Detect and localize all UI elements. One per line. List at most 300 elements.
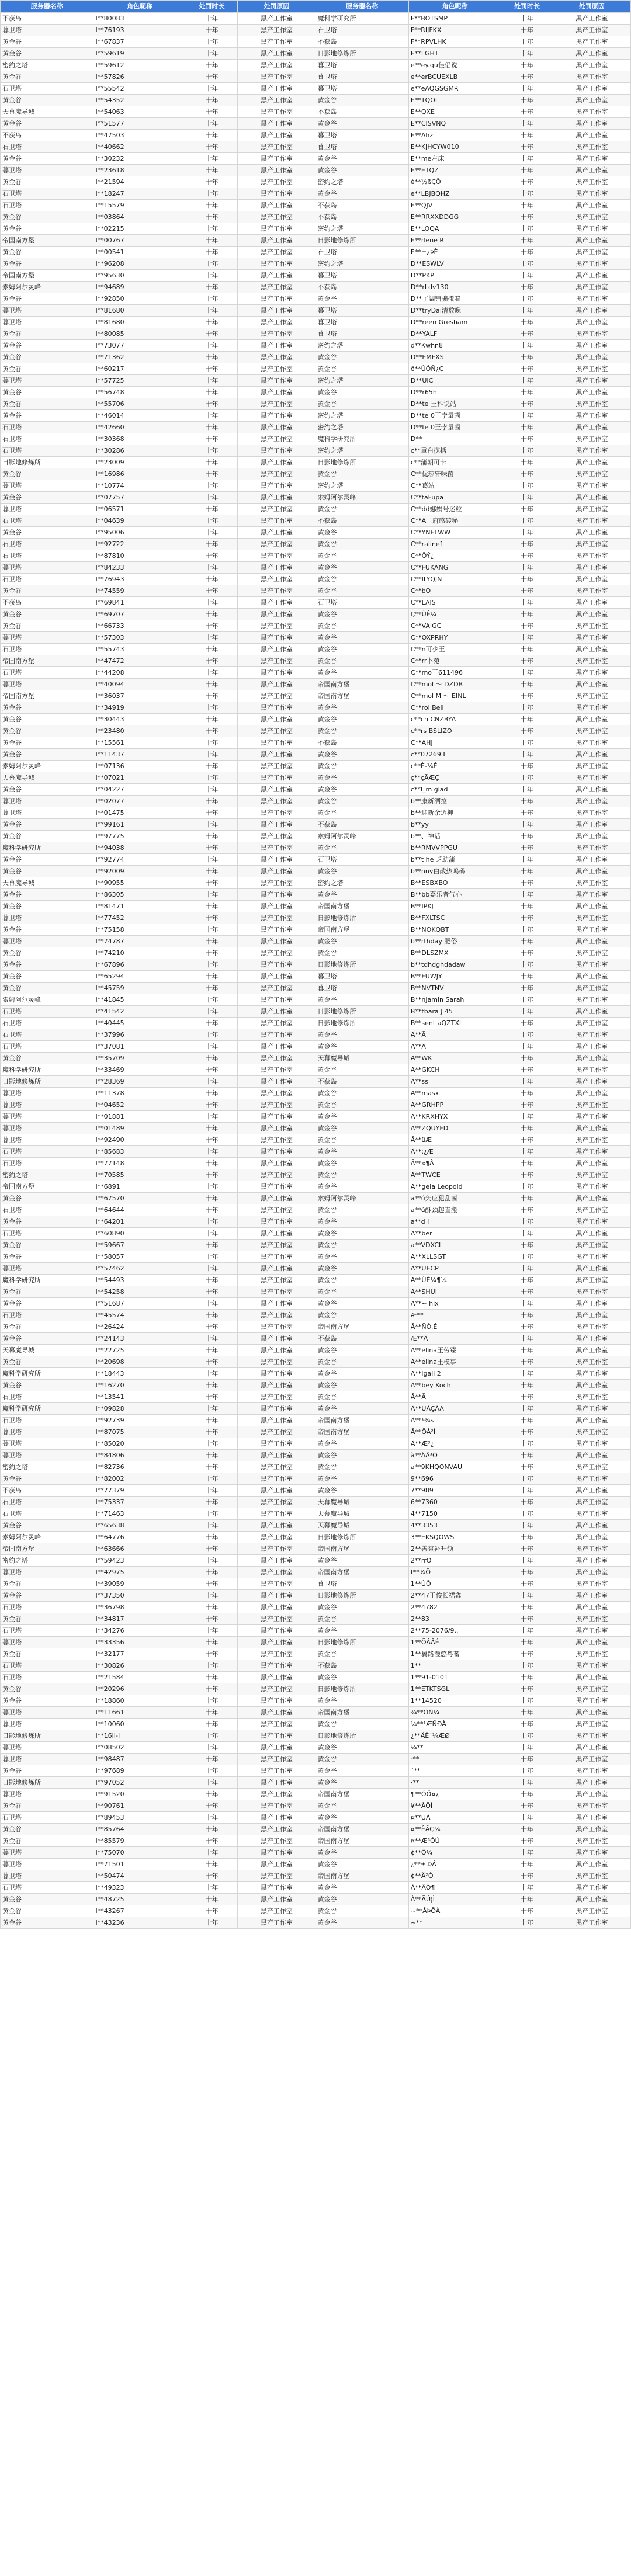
penalty-reason-cell: 黑产工作室 [238, 165, 316, 176]
penalty-reason-cell: 黑产工作室 [553, 1251, 630, 1263]
character-name-cell: I**81471 [93, 901, 186, 912]
penalty-reason-cell: 黑产工作室 [553, 375, 630, 387]
server-name-cell: 黄金谷 [1, 48, 93, 60]
server-name-cell: 石卫塔 [1, 1391, 93, 1403]
server-name-cell: 黄金谷 [316, 1263, 408, 1275]
penalty-duration-cell: 十年 [186, 1146, 238, 1158]
character-name-cell: I**21584 [93, 1672, 186, 1683]
character-name-cell: e**eAQGSGMR [408, 83, 501, 95]
server-name-cell: 黄金谷 [1, 1240, 93, 1251]
server-name-cell: 日影地修炼所 [1, 1777, 93, 1789]
penalty-duration-cell: 十年 [186, 1695, 238, 1707]
table-row [1, 1438, 631, 1450]
table-row [1, 176, 631, 188]
penalty-reason-cell: 黑产工作室 [553, 620, 630, 632]
penalty-duration-cell: 十年 [501, 819, 553, 831]
penalty-duration-cell: 十年 [501, 1450, 553, 1461]
penalty-duration-cell: 十年 [501, 1368, 553, 1380]
server-name-cell: 黄金谷 [316, 609, 408, 620]
penalty-duration-cell: 十年 [186, 1391, 238, 1403]
server-name-cell: 黄金谷 [316, 165, 408, 176]
penalty-duration-cell: 十年 [501, 749, 553, 761]
character-name-cell: I**34817 [93, 1613, 186, 1625]
penalty-duration-cell: 十年 [186, 761, 238, 772]
table-row [1, 714, 631, 725]
character-name-cell: I**22725 [93, 1345, 186, 1356]
server-name-cell: 石卫塔 [1, 445, 93, 457]
penalty-duration-cell: 十年 [186, 1018, 238, 1029]
penalty-reason-cell: 黑产工作室 [553, 1613, 630, 1625]
penalty-reason-cell: 黑产工作室 [553, 924, 630, 936]
server-name-cell: 黄金谷 [1, 1193, 93, 1204]
penalty-reason-cell: 黑产工作室 [553, 901, 630, 912]
table-row [1, 1800, 631, 1812]
penalty-reason-cell: 黑产工作室 [553, 1905, 630, 1917]
penalty-duration-cell: 十年 [501, 1193, 553, 1204]
penalty-reason-cell: 黑产工作室 [553, 1076, 630, 1088]
table-row [1, 1415, 631, 1426]
character-name-cell: C**FUKANG [408, 562, 501, 574]
penalty-reason-cell: 黑产工作室 [553, 866, 630, 877]
character-name-cell: D**UIC [408, 375, 501, 387]
character-name-cell: C**rol Bell [408, 702, 501, 714]
table-row [1, 877, 631, 889]
server-name-cell: 帝国南方堡 [316, 1835, 408, 1847]
penalty-reason-cell: 黑产工作室 [238, 1847, 316, 1859]
character-name-cell: I**49323 [93, 1882, 186, 1894]
penalty-reason-cell: 黑产工作室 [238, 585, 316, 597]
penalty-reason-cell: 黑产工作室 [553, 1917, 630, 1929]
server-name-cell: 日影地修炼所 [316, 1590, 408, 1602]
penalty-duration-cell: 十年 [186, 644, 238, 655]
server-name-cell: 石卫塔 [1, 1882, 93, 1894]
character-name-cell: I**69707 [93, 609, 186, 620]
server-name-cell: 暮卫塔 [1, 1088, 93, 1099]
table-row [1, 492, 631, 504]
server-name-cell: 黄金谷 [316, 1742, 408, 1754]
server-name-cell: 黄金谷 [316, 574, 408, 585]
penalty-duration-cell: 十年 [186, 562, 238, 574]
character-name-cell: C**ILYQJN [408, 574, 501, 585]
server-name-cell: 黄金谷 [316, 994, 408, 1006]
table-row [1, 959, 631, 971]
server-name-cell: 不获岛 [316, 515, 408, 527]
server-name-cell: 黄金谷 [316, 1088, 408, 1099]
server-name-cell: 黄金谷 [1, 247, 93, 258]
penalty-duration-cell: 十年 [501, 317, 553, 328]
server-name-cell: 黄金谷 [1, 36, 93, 48]
character-name-cell: I**70585 [93, 1169, 186, 1181]
penalty-reason-cell: 黑产工作室 [553, 504, 630, 515]
server-name-cell: 黄金谷 [316, 1345, 408, 1356]
character-name-cell: C**VAIGC [408, 620, 501, 632]
penalty-reason-cell: 黑产工作室 [553, 1870, 630, 1882]
penalty-duration-cell: 十年 [186, 1800, 238, 1812]
character-name-cell: I**07136 [93, 761, 186, 772]
table-row [1, 95, 631, 106]
character-name-cell: a**9KHQONVAU [408, 1461, 501, 1473]
character-name-cell: I**55743 [93, 644, 186, 655]
penalty-duration-cell: 十年 [501, 1029, 553, 1041]
server-name-cell: 黄金谷 [316, 1473, 408, 1485]
character-name-cell: B**ESBXBO [408, 877, 501, 889]
server-name-cell: 黄金谷 [316, 1228, 408, 1240]
penalty-duration-cell: 十年 [501, 1006, 553, 1018]
penalty-reason-cell: 黑产工作室 [238, 176, 316, 188]
character-name-cell: E**Ahz [408, 130, 501, 141]
penalty-reason-cell: 黑产工作室 [238, 1228, 316, 1240]
penalty-duration-cell: 十年 [186, 725, 238, 737]
character-name-cell: Ã**Æ³¿ [408, 1438, 501, 1450]
penalty-reason-cell: 黑产工作室 [238, 1508, 316, 1520]
penalty-reason-cell: 黑产工作室 [238, 725, 316, 737]
server-name-cell: 暮卫塔 [1, 679, 93, 690]
table-row [1, 912, 631, 924]
penalty-reason-cell: 黑产工作室 [553, 1368, 630, 1380]
penalty-reason-cell: 黑产工作室 [238, 690, 316, 702]
penalty-duration-cell: 十年 [501, 60, 553, 71]
character-name-cell: I**34276 [93, 1625, 186, 1637]
character-name-cell: I**02077 [93, 796, 186, 807]
penalty-duration-cell: 十年 [501, 1508, 553, 1520]
character-name-cell: A**Ã [408, 1041, 501, 1053]
penalty-reason-cell: 黑产工作室 [553, 1473, 630, 1485]
server-name-cell: 日影地修炼所 [316, 1730, 408, 1742]
server-name-cell: 石卫塔 [1, 1672, 93, 1683]
server-name-cell: 黄金谷 [1, 176, 93, 188]
character-name-cell: I**30443 [93, 714, 186, 725]
penalty-reason-cell: 黑产工作室 [238, 644, 316, 655]
server-name-cell: 索姆阿尔灵峰 [316, 492, 408, 504]
server-name-cell: 黄金谷 [316, 842, 408, 854]
server-name-cell: 不获岛 [1, 13, 93, 25]
character-name-cell: I**94689 [93, 282, 186, 293]
server-name-cell: 黄金谷 [1, 725, 93, 737]
penalty-duration-cell: 十年 [501, 1240, 553, 1251]
penalty-reason-cell: 黑产工作室 [553, 293, 630, 305]
penalty-duration-cell: 十年 [501, 1403, 553, 1415]
server-name-cell: 黄金谷 [1, 1917, 93, 1929]
server-name-cell: 黄金谷 [1, 1356, 93, 1368]
character-name-cell: I**11661 [93, 1707, 186, 1719]
server-name-cell: 黄金谷 [1, 1578, 93, 1590]
character-name-cell: I**92774 [93, 854, 186, 866]
character-name-cell: D** [408, 433, 501, 445]
penalty-duration-cell: 十年 [186, 235, 238, 247]
penalty-reason-cell: 黑产工作室 [553, 1707, 630, 1719]
penalty-reason-cell: 黑产工作室 [238, 1590, 316, 1602]
server-name-cell: 密约之塔 [316, 480, 408, 492]
character-name-cell: 4**3353 [408, 1520, 501, 1532]
character-name-cell: D**PKP [408, 270, 501, 282]
penalty-reason-cell: 黑产工作室 [553, 258, 630, 270]
server-name-cell: 黄金谷 [1, 1824, 93, 1835]
table-row [1, 1018, 631, 1029]
character-name-cell: A**XLLSGT [408, 1251, 501, 1263]
penalty-duration-cell: 十年 [186, 375, 238, 387]
penalty-duration-cell: 十年 [186, 1870, 238, 1882]
penalty-duration-cell: 十年 [186, 597, 238, 609]
penalty-reason-cell: 黑产工作室 [553, 1567, 630, 1578]
character-name-cell: E**LGHT [408, 48, 501, 60]
penalty-duration-cell: 十年 [501, 83, 553, 95]
table-row [1, 375, 631, 387]
character-name-cell: I**56748 [93, 387, 186, 398]
penalty-duration-cell: 十年 [186, 1719, 238, 1730]
penalty-reason-cell: 黑产工作室 [238, 714, 316, 725]
character-name-cell: ·** [408, 1777, 501, 1789]
table-row [1, 527, 631, 539]
penalty-reason-cell: 黑产工作室 [553, 1812, 630, 1824]
server-name-cell: 不获岛 [1, 597, 93, 609]
table-body [1, 13, 631, 1929]
server-name-cell: 帝国南方堡 [1, 270, 93, 282]
penalty-duration-cell: 十年 [186, 714, 238, 725]
penalty-reason-cell: 黑产工作室 [238, 1064, 316, 1076]
penalty-duration-cell: 十年 [186, 924, 238, 936]
server-name-cell: 黄金谷 [1, 153, 93, 165]
table-row [1, 352, 631, 363]
server-name-cell: 黄金谷 [1, 1765, 93, 1777]
character-name-cell: I**82736 [93, 1461, 186, 1473]
penalty-duration-cell: 十年 [501, 1216, 553, 1228]
table-row [1, 422, 631, 433]
table-row [1, 1426, 631, 1438]
penalty-reason-cell: 黑产工作室 [553, 1461, 630, 1473]
server-name-cell: 暮卫塔 [1, 1707, 93, 1719]
penalty-duration-cell: 十年 [501, 983, 553, 994]
table-row [1, 398, 631, 410]
header-character-name: 角色昵称 [408, 1, 501, 13]
server-name-cell: 黄金谷 [1, 1905, 93, 1917]
penalty-duration-cell: 十年 [186, 398, 238, 410]
character-name-cell: E**TQOI [408, 95, 501, 106]
penalty-reason-cell: 黑产工作室 [553, 761, 630, 772]
table-row [1, 632, 631, 644]
penalty-duration-cell: 十年 [501, 796, 553, 807]
penalty-reason-cell: 黑产工作室 [238, 539, 316, 550]
table-row [1, 1473, 631, 1485]
server-name-cell: 黄金谷 [1, 889, 93, 901]
server-name-cell: 黄金谷 [316, 1438, 408, 1450]
penalty-duration-cell: 十年 [186, 1356, 238, 1368]
server-name-cell: 石卫塔 [316, 597, 408, 609]
character-name-cell: I**37996 [93, 1029, 186, 1041]
penalty-duration-cell: 十年 [501, 1894, 553, 1905]
character-name-cell: I**10060 [93, 1719, 186, 1730]
penalty-duration-cell: 十年 [501, 1555, 553, 1567]
table-row [1, 1064, 631, 1076]
penalty-duration-cell: 十年 [186, 1368, 238, 1380]
character-name-cell: A**igail 2 [408, 1368, 501, 1380]
character-name-cell: I**97775 [93, 831, 186, 842]
server-name-cell: 黄金谷 [316, 1368, 408, 1380]
penalty-reason-cell: 黑产工作室 [238, 1216, 316, 1228]
penalty-reason-cell: 黑产工作室 [553, 1637, 630, 1648]
server-name-cell: 黄金谷 [316, 1275, 408, 1286]
penalty-reason-cell: 黑产工作室 [553, 959, 630, 971]
penalty-duration-cell: 十年 [501, 457, 553, 468]
penalty-reason-cell: 黑产工作室 [238, 1754, 316, 1765]
server-name-cell: 帝国南方堡 [316, 1426, 408, 1438]
character-name-cell: I**41542 [93, 1006, 186, 1018]
table-row [1, 971, 631, 983]
penalty-duration-cell: 十年 [186, 1590, 238, 1602]
penalty-duration-cell: 十年 [501, 1648, 553, 1660]
character-name-cell: Ã**ÚÀÇÁÃ [408, 1403, 501, 1415]
penalty-duration-cell: 十年 [501, 562, 553, 574]
penalty-duration-cell: 十年 [186, 772, 238, 784]
penalty-duration-cell: 十年 [186, 504, 238, 515]
server-name-cell: 黄金谷 [316, 504, 408, 515]
character-name-cell: b**康新洒拉 [408, 796, 501, 807]
server-name-cell: 暮卫塔 [1, 1567, 93, 1578]
server-name-cell: 暮卫塔 [1, 1123, 93, 1134]
penalty-reason-cell: 黑产工作室 [238, 562, 316, 574]
character-name-cell: I**10774 [93, 480, 186, 492]
table-row [1, 1333, 631, 1345]
penalty-reason-cell: 黑产工作室 [238, 679, 316, 690]
character-name-cell: B**njamin Sarah [408, 994, 501, 1006]
penalty-reason-cell: 黑产工作室 [238, 1345, 316, 1356]
penalty-duration-cell: 十年 [186, 270, 238, 282]
character-name-cell: I**35709 [93, 1053, 186, 1064]
penalty-duration-cell: 十年 [186, 1076, 238, 1088]
penalty-reason-cell: 黑产工作室 [238, 1567, 316, 1578]
penalty-reason-cell: 黑产工作室 [238, 620, 316, 632]
table-row [1, 1099, 631, 1111]
server-name-cell: 索姆阿尔灵峰 [1, 1532, 93, 1543]
penalty-reason-cell: 黑产工作室 [553, 562, 630, 574]
table-row [1, 200, 631, 211]
server-name-cell: 暮卫塔 [1, 305, 93, 317]
penalty-duration-cell: 十年 [501, 95, 553, 106]
penalty-duration-cell: 十年 [501, 468, 553, 480]
server-name-cell: 黄金谷 [316, 1134, 408, 1146]
penalty-duration-cell: 十年 [501, 772, 553, 784]
server-name-cell: 黄金谷 [316, 1158, 408, 1169]
server-name-cell: 日影地修炼所 [316, 1637, 408, 1648]
server-name-cell: 黄金谷 [1, 211, 93, 223]
penalty-duration-cell: 十年 [501, 632, 553, 644]
character-name-cell: I**67896 [93, 959, 186, 971]
penalty-duration-cell: 十年 [501, 702, 553, 714]
server-name-cell: 石卫塔 [1, 1041, 93, 1053]
character-name-cell: I**95006 [93, 527, 186, 539]
penalty-reason-cell: 黑产工作室 [553, 994, 630, 1006]
server-name-cell: 石卫塔 [1, 1146, 93, 1158]
server-name-cell: 暮卫塔 [316, 317, 408, 328]
penalty-duration-cell: 十年 [186, 1824, 238, 1835]
header-penalty-duration: 处罚时长 [186, 1, 238, 13]
penalty-reason-cell: 黑产工作室 [238, 25, 316, 36]
server-name-cell: 黄金谷 [316, 1859, 408, 1870]
character-name-cell: C**A王府感砖秘 [408, 515, 501, 527]
server-name-cell: 暮卫塔 [1, 1111, 93, 1123]
character-name-cell: I**82002 [93, 1473, 186, 1485]
character-name-cell: Æ** [408, 1310, 501, 1321]
penalty-duration-cell: 十年 [186, 679, 238, 690]
table-row [1, 480, 631, 492]
penalty-reason-cell: 黑产工作室 [238, 994, 316, 1006]
penalty-duration-cell: 十年 [186, 1730, 238, 1742]
character-name-cell: A**KRXHYX [408, 1111, 501, 1123]
penalty-duration-cell: 十年 [501, 1438, 553, 1450]
penalty-duration-cell: 十年 [186, 1053, 238, 1064]
server-name-cell: 黄金谷 [1, 492, 93, 504]
server-name-cell: 黄金谷 [1, 714, 93, 725]
penalty-duration-cell: 十年 [501, 200, 553, 211]
table-row [1, 1111, 631, 1123]
server-name-cell: 密约之塔 [316, 375, 408, 387]
penalty-reason-cell: 黑产工作室 [238, 574, 316, 585]
character-name-cell: I**71362 [93, 352, 186, 363]
penalty-reason-cell: 黑产工作室 [553, 1088, 630, 1099]
server-name-cell: 天幕魔导城 [316, 1520, 408, 1532]
server-name-cell: 石卫塔 [1, 433, 93, 445]
character-name-cell: I**90761 [93, 1800, 186, 1812]
penalty-reason-cell: 黑产工作室 [553, 1123, 630, 1134]
penalty-reason-cell: 黑产工作室 [238, 1193, 316, 1204]
character-name-cell: B**bb嘉乐者气心 [408, 889, 501, 901]
penalty-reason-cell: 黑产工作室 [238, 188, 316, 200]
character-name-cell: a**ú酥颈趣直搬 [408, 1204, 501, 1216]
server-name-cell: 暮卫塔 [316, 83, 408, 95]
penalty-reason-cell: 黑产工作室 [238, 1298, 316, 1310]
penalty-reason-cell: 黑产工作室 [238, 1053, 316, 1064]
penalty-duration-cell: 十年 [186, 1789, 238, 1800]
penalty-reason-cell: 黑产工作室 [238, 1380, 316, 1391]
penalty-duration-cell: 十年 [186, 1660, 238, 1672]
character-name-cell: I**15561 [93, 737, 186, 749]
table-row [1, 1053, 631, 1064]
character-name-cell: C**taFupa [408, 492, 501, 504]
server-name-cell: 黄金谷 [1, 620, 93, 632]
penalty-duration-cell: 十年 [186, 1006, 238, 1018]
penalty-duration-cell: 十年 [186, 994, 238, 1006]
penalty-duration-cell: 十年 [501, 1567, 553, 1578]
server-name-cell: 天幕魔导城 [1, 877, 93, 889]
penalty-reason-cell: 黑产工作室 [238, 807, 316, 819]
penalty-reason-cell: 黑产工作室 [238, 947, 316, 959]
penalty-duration-cell: 十年 [501, 1415, 553, 1426]
penalty-duration-cell: 十年 [501, 1707, 553, 1719]
penalty-reason-cell: 黑产工作室 [238, 1765, 316, 1777]
penalty-duration-cell: 十年 [186, 1473, 238, 1485]
character-name-cell: Ç**ÙÊ¼ [408, 609, 501, 620]
header-server-name: 服务器名称 [316, 1, 408, 13]
character-name-cell: I**34919 [93, 702, 186, 714]
penalty-reason-cell: 黑产工作室 [238, 609, 316, 620]
penalty-reason-cell: 黑产工作室 [238, 1333, 316, 1345]
character-name-cell: I**98487 [93, 1754, 186, 1765]
table-row [1, 1602, 631, 1613]
character-name-cell: b**t he 芝助蒲 [408, 854, 501, 866]
penalty-reason-cell: 黑产工作室 [553, 153, 630, 165]
penalty-duration-cell: 十年 [186, 1613, 238, 1625]
server-name-cell: 黄金谷 [316, 1298, 408, 1310]
server-name-cell: 黄金谷 [1, 1520, 93, 1532]
server-name-cell: 黄金谷 [316, 1450, 408, 1461]
character-name-cell: I**74559 [93, 585, 186, 597]
penalty-duration-cell: 十年 [186, 1064, 238, 1076]
penalty-reason-cell: 黑产工作室 [553, 1543, 630, 1555]
penalty-reason-cell: 黑产工作室 [553, 690, 630, 702]
table-row [1, 188, 631, 200]
table-row [1, 1754, 631, 1765]
penalty-reason-cell: 黑产工作室 [553, 1298, 630, 1310]
penalty-duration-cell: 十年 [501, 1765, 553, 1777]
